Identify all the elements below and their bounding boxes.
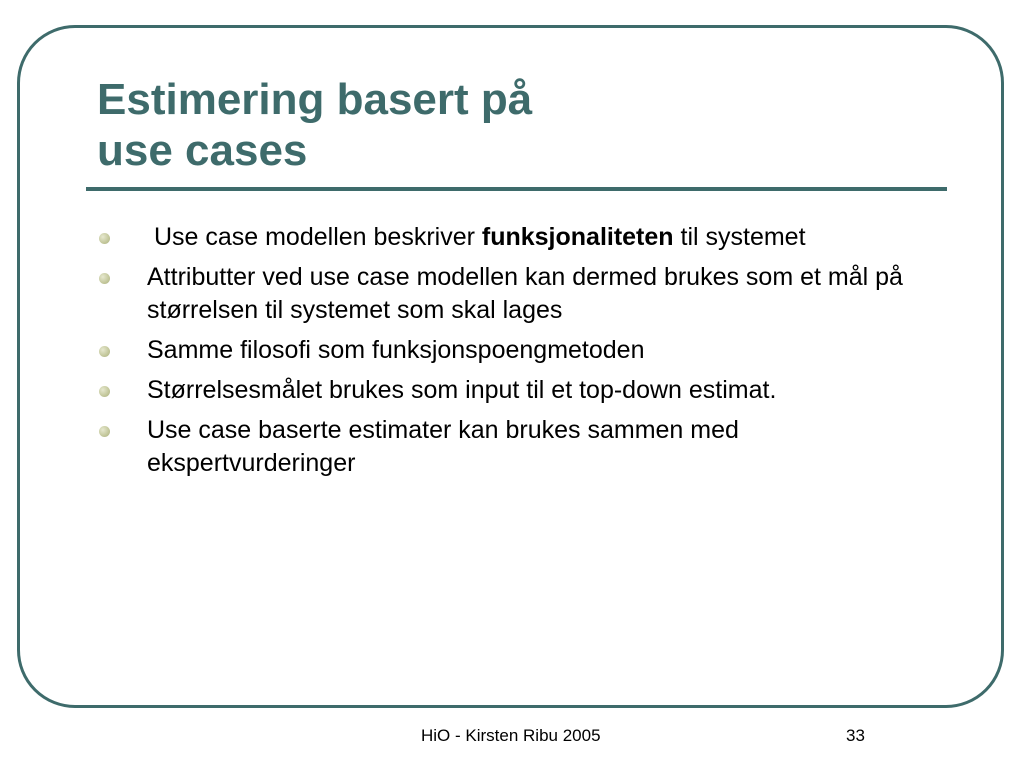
title-divider bbox=[86, 187, 947, 191]
bullet-item bbox=[96, 374, 946, 407]
bullet-item bbox=[96, 414, 946, 480]
bullet-text-bold: funksjonaliteten bbox=[481, 223, 674, 251]
bullet-text-end: til systemet bbox=[673, 223, 806, 251]
bullet-dot-icon bbox=[99, 273, 110, 284]
bullet-text: Attributter ved use case modellen kan dermed brukes som et mål på størrelsen til systemet som skal lages bbox=[147, 263, 917, 324]
bullet-text: Størrelsesmålet brukes som input til et top-down estimat. bbox=[147, 376, 777, 404]
bullet-dot-icon bbox=[99, 233, 110, 244]
bullet-dot-icon bbox=[99, 386, 110, 397]
bullet-text: Use case baserte estimater kan brukes sammen med ekspertvurderinger bbox=[147, 416, 739, 477]
bullet-dot-icon bbox=[99, 346, 110, 357]
slide-title-line-1: Estimering basert på bbox=[97, 75, 533, 124]
footer-author: HiO - Kirsten Ribu 2005 bbox=[421, 726, 601, 745]
slide-title bbox=[97, 74, 937, 176]
bullet-item bbox=[96, 334, 946, 367]
bullet-list bbox=[96, 221, 946, 487]
bullet-text: Samme filosofi som funksjonspoengmetoden bbox=[147, 336, 645, 364]
slide-title-line-2: use cases bbox=[97, 126, 308, 175]
footer-page-number: 33 bbox=[846, 726, 865, 745]
bullet-item bbox=[96, 221, 946, 254]
bullet-text-start: Use case modellen beskriver bbox=[147, 223, 482, 251]
bullet-dot-icon bbox=[99, 426, 110, 437]
bullet-item bbox=[96, 261, 946, 327]
